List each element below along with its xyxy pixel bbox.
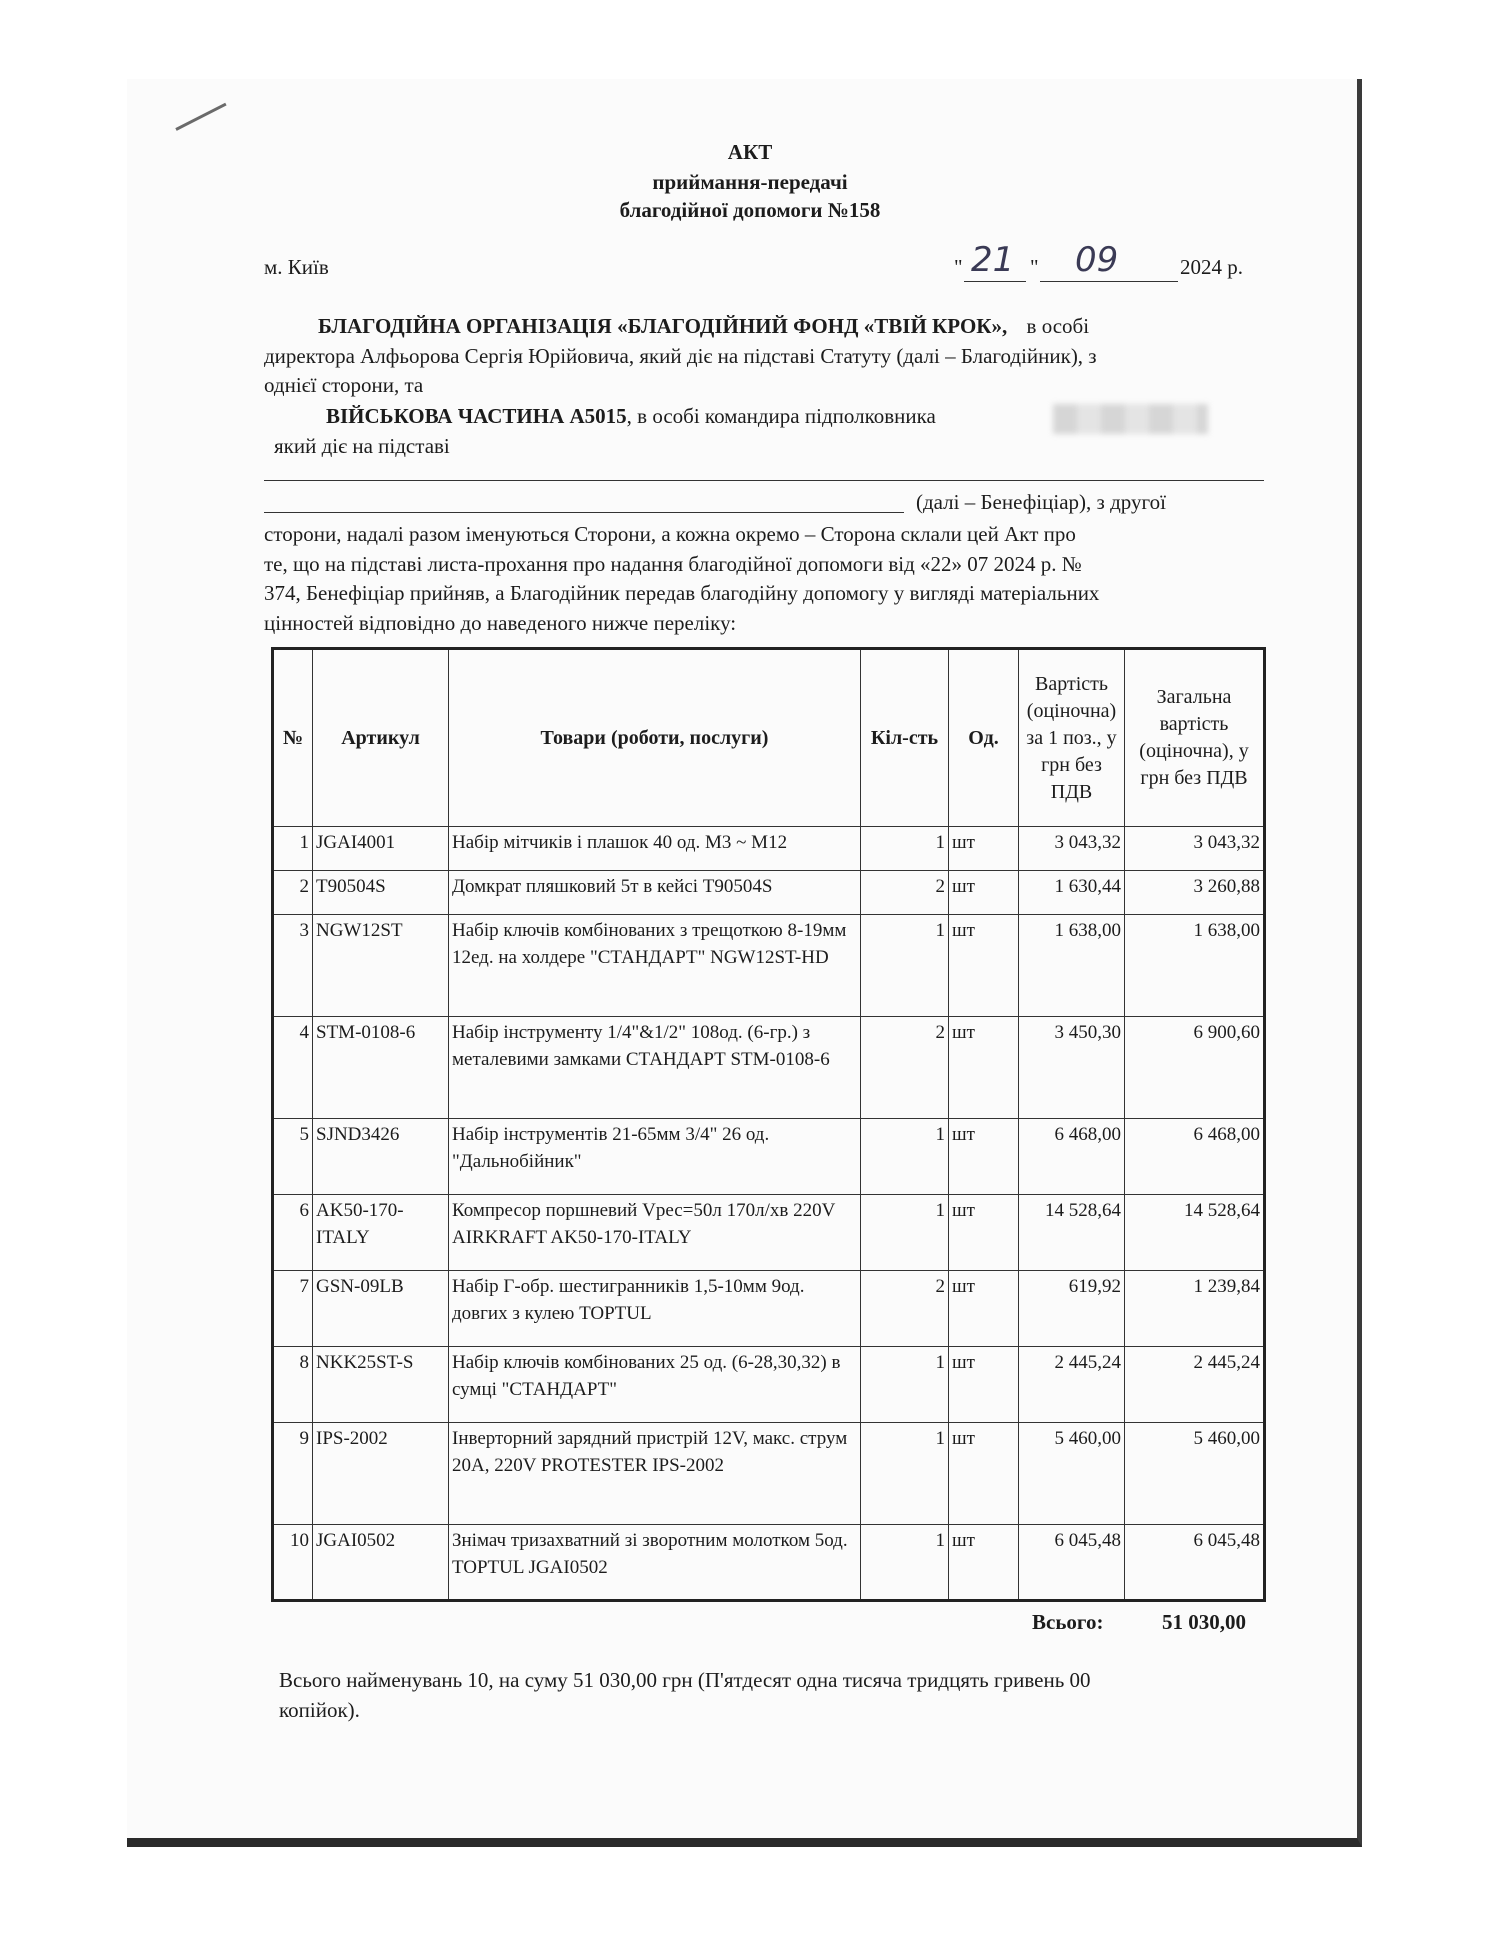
unit-name: ВІЙСЬКОВА ЧАСТИНА А5015 [326, 404, 627, 428]
org-line-3: однієї сторони, та [264, 373, 424, 397]
row-total: 3 043,32 [1125, 827, 1265, 871]
row-name: Набір ключів комбінованих 25 од. (6-28,30,32) в сумці "СТАНДАРТ" [449, 1347, 861, 1423]
row-name: Знімач тризахватний зі зворотним молотком 5од. TOPTUL JGAI0502 [449, 1525, 861, 1601]
row-qty: 2 [861, 1271, 949, 1347]
row-total: 5 460,00 [1125, 1423, 1265, 1525]
row-price: 14 528,64 [1019, 1195, 1125, 1271]
unit-line-1 [326, 404, 936, 429]
items-table [271, 647, 1266, 1602]
para-line-4: цінностей відповідно до наведеного нижче переліку: [264, 611, 737, 635]
row-name: Компресор поршневий Vрес=50л 170л/хв 220V AIRKRAFT AK50-170-ITALY [449, 1195, 861, 1271]
date-day-line [964, 281, 1026, 282]
row-unit: шт [949, 1423, 1019, 1525]
date-quote-open: " [954, 255, 963, 279]
row-qty: 1 [861, 1347, 949, 1423]
table-row [273, 915, 1265, 1017]
row-price: 2 445,24 [1019, 1347, 1125, 1423]
table-header-row [273, 649, 1265, 827]
row-qty: 1 [861, 827, 949, 871]
table-row [273, 871, 1265, 915]
header-unit: Од. [949, 649, 1019, 827]
row-unit: шт [949, 827, 1019, 871]
row-name: Домкрат пляшковий 5т в кейсі T90504S [449, 871, 861, 915]
row-price: 6 045,48 [1019, 1525, 1125, 1601]
city: м. Київ [264, 255, 329, 279]
blank-line-2 [264, 512, 904, 513]
header-qty: Кіл-сть [861, 649, 949, 827]
row-qty: 1 [861, 1525, 949, 1601]
date-month: 09 [1075, 240, 1119, 280]
table-row [273, 1347, 1265, 1423]
row-unit: шт [949, 1271, 1019, 1347]
row-number: 9 [273, 1423, 313, 1525]
row-article: JGAI4001 [313, 827, 449, 871]
row-qty: 2 [861, 871, 949, 915]
row-number: 6 [273, 1195, 313, 1271]
row-article: T90504S [313, 871, 449, 915]
row-qty: 1 [861, 915, 949, 1017]
row-price: 5 460,00 [1019, 1423, 1125, 1525]
sum-words-line-1: Всього найменувань 10, на суму 51 030,00 грн (П'ятдесят одна тисяча тридцять гривень 00 [279, 1668, 1091, 1692]
doc-subtitle-2: благодійної допомоги №158 [619, 198, 881, 222]
row-article: IPS-2002 [313, 1423, 449, 1525]
unit-tail: , в особі командира підполковника [626, 404, 936, 428]
org-line-2: директора Алфьорова Сергія Юрійовича, який діє на підставі Статуту (далі – Благодійник), з [264, 344, 1097, 368]
row-qty: 1 [861, 1195, 949, 1271]
row-article: NKK25ST-S [313, 1347, 449, 1423]
para-line-3: 374, Бенефіціар прийняв, а Благодійник передав благодійну допомогу у вигляді матеріальних [264, 581, 1100, 605]
row-price: 6 468,00 [1019, 1119, 1125, 1195]
row-total: 14 528,64 [1125, 1195, 1265, 1271]
row-number: 5 [273, 1119, 313, 1195]
row-number: 7 [273, 1271, 313, 1347]
row-article: GSN-09LB [313, 1271, 449, 1347]
row-number: 10 [273, 1525, 313, 1601]
row-number: 4 [273, 1017, 313, 1119]
para-line-2: те, що на підставі листа-прохання про надання благодійної допомоги від «22» 07 2024 р. № [264, 552, 1082, 576]
row-qty: 1 [861, 1119, 949, 1195]
table-row [273, 1119, 1265, 1195]
row-price: 1 630,44 [1019, 871, 1125, 915]
table-row [273, 827, 1265, 871]
row-unit: шт [949, 1195, 1019, 1271]
row-article: SJND3426 [313, 1119, 449, 1195]
unit-line-2: який діє на підставі [274, 434, 450, 458]
table-row [273, 1423, 1265, 1525]
row-number: 8 [273, 1347, 313, 1423]
row-article: STM-0108-6 [313, 1017, 449, 1119]
doc-subtitle-1: приймання-передачі [652, 170, 848, 194]
row-qty: 1 [861, 1423, 949, 1525]
row-total: 6 045,48 [1125, 1525, 1265, 1601]
para-line-1: сторони, надалі разом іменуються Сторони, а кожна окремо – Сторона склали цей Акт про [264, 522, 1076, 546]
header-total: Загальна вартість (оціночна), у грн без ПДВ [1125, 649, 1265, 827]
header-article: Артикул [313, 649, 449, 827]
row-number: 2 [273, 871, 313, 915]
total-value: 51 030,00 [1162, 1610, 1246, 1634]
row-unit: шт [949, 1119, 1019, 1195]
row-unit: шт [949, 1347, 1019, 1423]
row-name: Набір інструменту 1/4"&1/2" 108од. (6-гр.) з металевими замками СТАНДАРТ STM-0108-6 [449, 1017, 861, 1119]
table-row [273, 1271, 1265, 1347]
row-name: Набір інструментів 21-65мм 3/4" 26 од. "Дальнобійник" [449, 1119, 861, 1195]
row-total: 6 900,60 [1125, 1017, 1265, 1119]
row-name: Інверторний зарядний пристрій 12V, макс. струм 20А, 220V PROTESTER IPS-2002 [449, 1423, 861, 1525]
date-year: 2024 р. [1180, 255, 1243, 279]
row-qty: 2 [861, 1017, 949, 1119]
org-tail: в особі [1026, 314, 1090, 338]
row-unit: шт [949, 1017, 1019, 1119]
row-article: NGW12ST [313, 915, 449, 1017]
header-no: № [273, 649, 313, 827]
row-price: 3 450,30 [1019, 1017, 1125, 1119]
row-unit: шт [949, 1525, 1019, 1601]
row-price: 3 043,32 [1019, 827, 1125, 871]
row-price: 1 638,00 [1019, 915, 1125, 1017]
date-day: 21 [971, 240, 1015, 280]
doc-title: АКТ [727, 140, 773, 164]
row-total: 6 468,00 [1125, 1119, 1265, 1195]
sum-words-line-2: копійок). [279, 1698, 360, 1722]
row-total: 3 260,88 [1125, 871, 1265, 915]
row-name: Набір ключів комбінованих з трещоткою 8-19мм 12ед. на холдере "СТАНДАРТ" NGW12ST-HD [449, 915, 861, 1017]
table-row [273, 1195, 1265, 1271]
row-name: Набір мітчиків і плашок 40 од. М3 ~ М12 [449, 827, 861, 871]
row-number: 3 [273, 915, 313, 1017]
row-price: 619,92 [1019, 1271, 1125, 1347]
date-quote-close: " [1030, 255, 1039, 279]
row-total: 1 239,84 [1125, 1271, 1265, 1347]
table-row [273, 1017, 1265, 1119]
date-month-line [1040, 281, 1178, 282]
row-article: AK50-170-ITALY [313, 1195, 449, 1271]
row-article: JGAI0502 [313, 1525, 449, 1601]
blank-line-1 [264, 480, 1264, 481]
org-line-1 [318, 314, 1089, 339]
total-label: Всього: [1032, 1610, 1104, 1634]
row-number: 1 [273, 827, 313, 871]
redacted-name [1053, 404, 1208, 434]
beneficiary-tail: (далі – Бенефіціар), з другої [916, 490, 1166, 514]
row-total: 2 445,24 [1125, 1347, 1265, 1423]
row-unit: шт [949, 915, 1019, 1017]
header-price: Вартість (оціночна) за 1 поз., у грн без ПДВ [1019, 649, 1125, 827]
row-unit: шт [949, 871, 1019, 915]
row-total: 1 638,00 [1125, 915, 1265, 1017]
header-goods: Товари (роботи, послуги) [449, 649, 861, 827]
row-name: Набір Г-обр. шестигранників 1,5-10мм 9од. довгих з кулею TOPTUL [449, 1271, 861, 1347]
table-row [273, 1525, 1265, 1601]
org-name: БЛАГОДІЙНА ОРГАНІЗАЦІЯ «БЛАГОДІЙНИЙ ФОНД «ТВІЙ КРОК», [318, 314, 1008, 338]
